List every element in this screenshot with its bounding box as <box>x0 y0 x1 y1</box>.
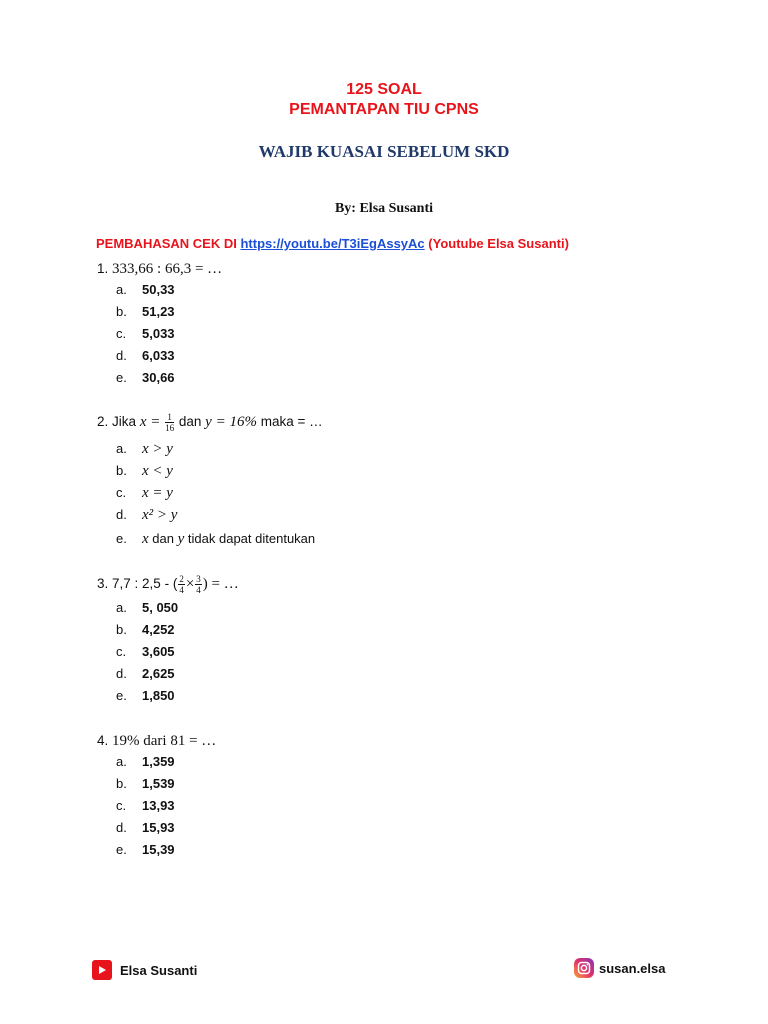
question-number: 2. <box>97 414 109 430</box>
question-2 <box>97 412 323 433</box>
option-label: a. <box>116 600 127 615</box>
question-number: 1. <box>97 261 109 276</box>
option-d[interactable] <box>116 345 175 367</box>
option-value: 2,625 <box>142 666 175 681</box>
question-number: 4. <box>97 733 109 748</box>
question-lead: 7,7 : 2,5 - ( <box>112 576 178 592</box>
option-d[interactable] <box>116 817 175 839</box>
footer-youtube[interactable] <box>92 960 197 980</box>
option-label: b. <box>116 776 127 791</box>
option-value: 1,539 <box>142 776 175 791</box>
option-value: x > y <box>142 441 173 457</box>
option-c[interactable] <box>116 795 175 817</box>
option-label: c. <box>116 644 127 659</box>
option-value: x² > y <box>142 507 178 523</box>
fraction-denominator: 16 <box>165 423 175 433</box>
option-e[interactable] <box>116 839 175 861</box>
fraction-2 <box>195 574 202 595</box>
options-4 <box>116 751 175 861</box>
question-1 <box>97 261 222 278</box>
option-e[interactable] <box>116 685 178 707</box>
option-b[interactable] <box>116 460 315 482</box>
option-x: x <box>142 531 149 547</box>
option-value: 1,359 <box>142 754 175 769</box>
option-c[interactable] <box>116 641 178 663</box>
option-label: d. <box>116 820 127 835</box>
options-1 <box>116 279 175 389</box>
option-a[interactable] <box>116 279 175 301</box>
option-b[interactable] <box>116 301 175 323</box>
option-y: y <box>177 531 185 547</box>
option-label: e. <box>116 688 127 703</box>
option-value: 5, 050 <box>142 600 179 615</box>
option-a[interactable] <box>116 438 315 460</box>
question-dan: dan <box>178 414 202 430</box>
fraction-numerator: 1 <box>165 412 174 423</box>
youtube-icon <box>92 960 112 980</box>
question-tail: ) = … <box>202 576 239 593</box>
option-label: a. <box>116 754 127 769</box>
footer-instagram[interactable] <box>574 958 666 978</box>
youtube-name: Elsa Susanti <box>120 962 198 978</box>
option-value: 5,033 <box>142 326 175 341</box>
option-label: a. <box>116 441 127 456</box>
option-label: a. <box>116 282 127 297</box>
option-dan: dan <box>152 531 174 546</box>
fraction-numerator: 2 <box>179 574 184 584</box>
option-label: c. <box>116 798 127 813</box>
option-label: c. <box>116 485 127 500</box>
question-text: 19% dari 81 = … <box>112 733 217 749</box>
question-3 <box>97 574 239 595</box>
option-value: 3,605 <box>142 644 175 659</box>
fraction-numerator: 3 <box>196 574 201 584</box>
fraction-1 <box>178 574 185 595</box>
option-value: 4,252 <box>142 622 175 637</box>
question-text: 333,66 : 66,3 = … <box>112 261 223 277</box>
option-value: 13,93 <box>142 798 175 813</box>
option-label: b. <box>116 304 127 319</box>
fraction-denominator: 4 <box>196 585 201 595</box>
youtube-link[interactable]: https://youtu.be/T3iEgAssyAc <box>240 236 425 251</box>
author-line: By: Elsa Susanti <box>334 201 434 216</box>
option-value: x = y <box>142 485 173 501</box>
option-label: c. <box>116 326 127 341</box>
option-label: e. <box>116 842 127 857</box>
options-3 <box>116 597 178 707</box>
question-x-eq: x = <box>139 414 161 431</box>
option-label: b. <box>116 463 127 478</box>
option-a[interactable] <box>116 597 178 619</box>
option-rest: tidak dapat ditentukan <box>187 531 316 546</box>
question-4 <box>97 733 216 750</box>
option-b[interactable] <box>116 619 178 641</box>
question-jika: Jika <box>112 414 137 430</box>
option-e[interactable] <box>116 528 315 550</box>
option-value: 50,33 <box>142 282 175 297</box>
promo-suffix: (Youtube Elsa Susanti) <box>428 236 569 251</box>
fraction <box>165 412 174 433</box>
option-label: e. <box>116 531 127 546</box>
title-line-2: PEMANTAPAN TIU CPNS <box>289 101 479 118</box>
options-2 <box>116 438 315 550</box>
subtitle: WAJIB KUASAI SEBELUM SKD <box>258 142 510 161</box>
option-value: 15,39 <box>142 842 175 857</box>
instagram-icon <box>574 958 594 978</box>
option-label: e. <box>116 370 127 385</box>
times-sign: × <box>185 576 195 593</box>
promo-prefix: PEMBAHASAN CEK DI <box>96 236 237 251</box>
question-maka: maka = … <box>260 414 323 430</box>
option-value: 15,93 <box>142 820 175 835</box>
option-label: d. <box>116 348 127 363</box>
option-label: d. <box>116 666 127 681</box>
option-d[interactable] <box>116 504 315 526</box>
option-c[interactable] <box>116 482 315 504</box>
option-c[interactable] <box>116 323 175 345</box>
option-value: 1,850 <box>142 688 175 703</box>
question-y-eq: y = 16% <box>205 414 257 431</box>
option-value: x < y <box>142 463 173 479</box>
option-a[interactable] <box>116 751 175 773</box>
question-number: 3. <box>97 576 109 592</box>
option-value: 6,033 <box>142 348 175 363</box>
option-e[interactable] <box>116 367 175 389</box>
option-label: b. <box>116 622 127 637</box>
option-value: 30,66 <box>142 370 175 385</box>
option-label: d. <box>116 507 127 522</box>
option-value: 51,23 <box>142 304 175 319</box>
fraction-denominator: 4 <box>179 585 184 595</box>
title-line-1: 125 SOAL <box>346 81 422 98</box>
promo-line <box>96 236 569 251</box>
option-b[interactable] <box>116 773 175 795</box>
option-d[interactable] <box>116 663 178 685</box>
instagram-handle: susan.elsa <box>599 960 666 976</box>
